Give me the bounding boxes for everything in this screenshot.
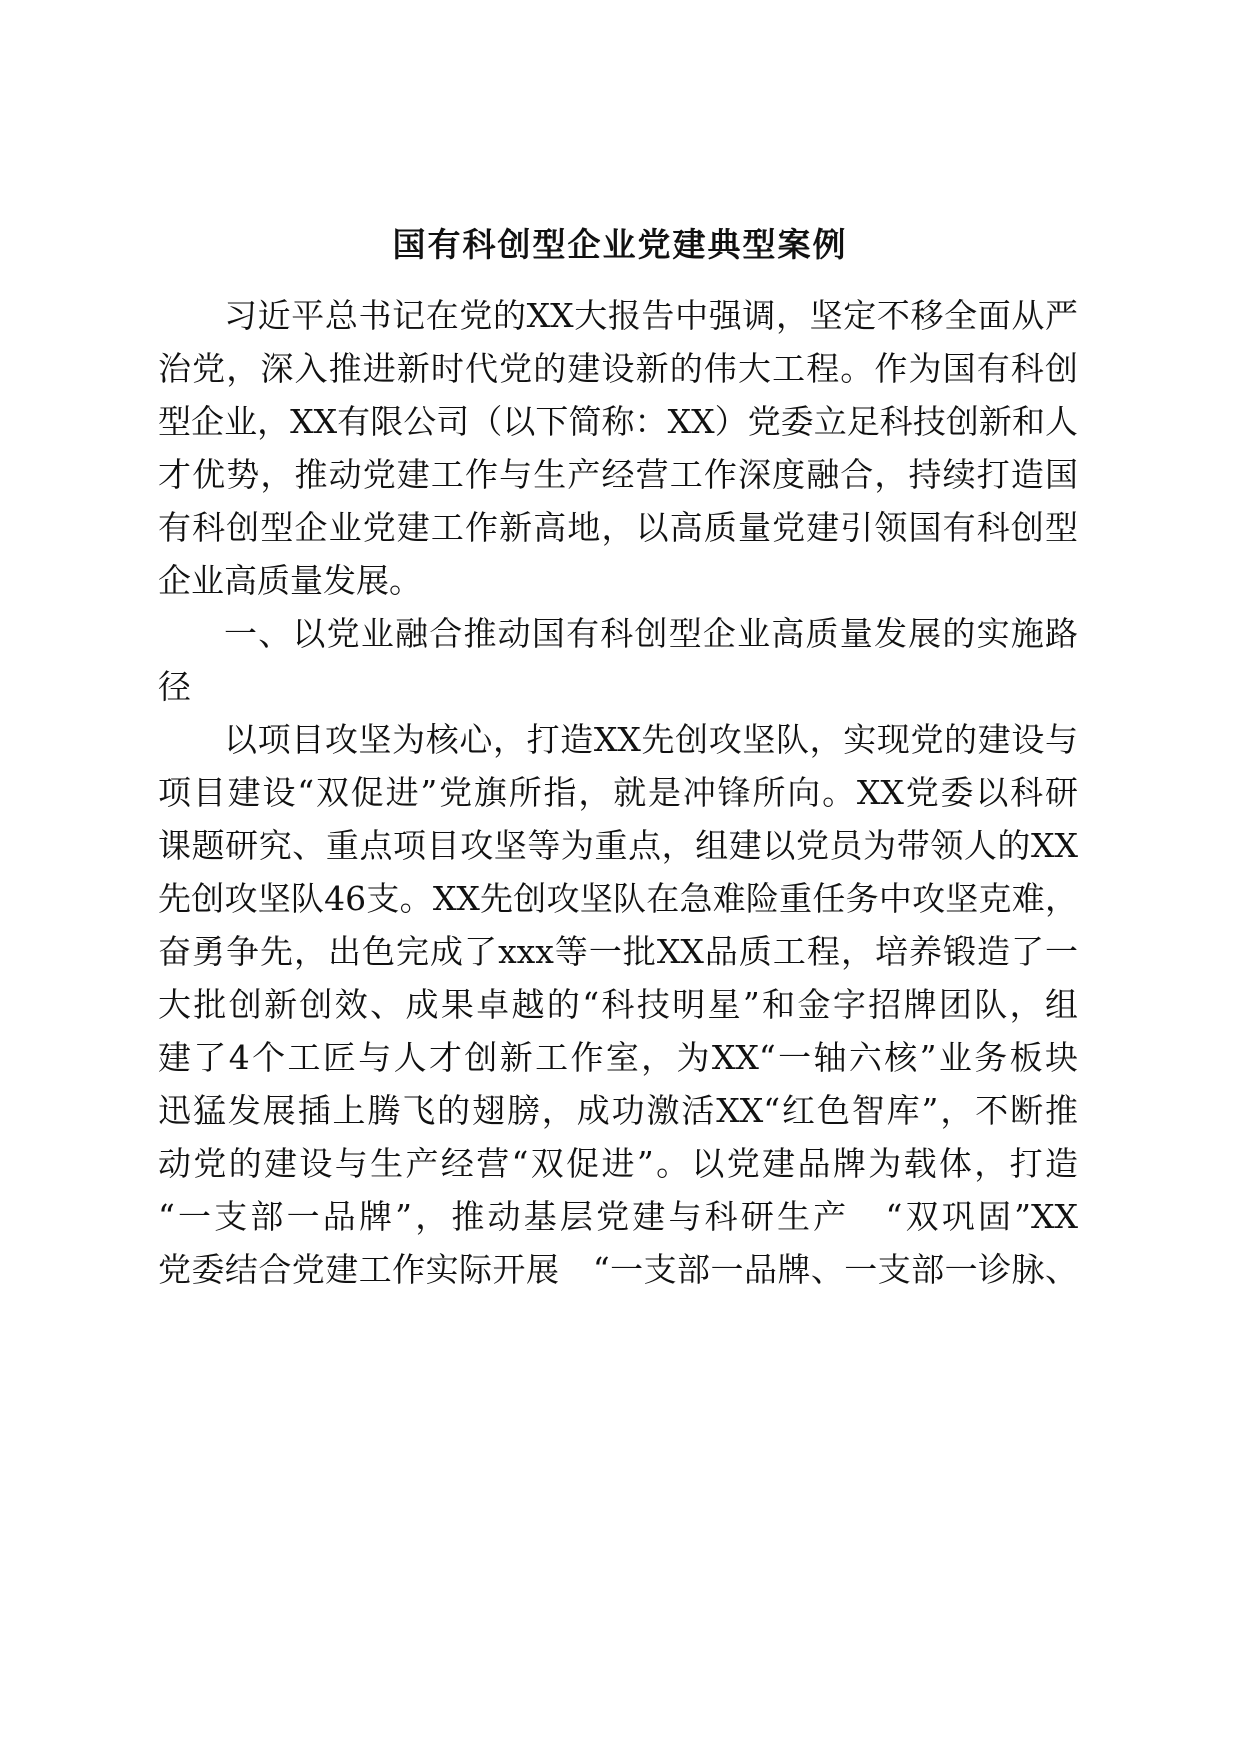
- paragraph-line: 党委结合党建工作实际开展 “一支部一品牌、一支部一诊脉、: [158, 1250, 1078, 1289]
- paragraph-line: 动党的建设与生产经营“双促进”。以党建品牌为载体，打造: [158, 1144, 1078, 1183]
- paragraph-line: 习近平总书记在党的XX大报告中强调，坚定不移全面从严: [224, 296, 1078, 335]
- document-title: 国有科创型企业党建典型案例: [392, 225, 848, 264]
- paragraph-line: 先创攻坚队46支。XX先创攻坚队在急难险重任务中攻坚克难，: [158, 879, 1078, 918]
- paragraph-line: 奋勇争先，出色完成了xxx等一批XX品质工程，培养锻造了一: [158, 932, 1078, 971]
- section-heading-line: 一、以党业融合推动国有科创型企业高质量发展的实施路: [224, 614, 1078, 653]
- paragraph-line: 课题研究、重点项目攻坚等为重点，组建以党员为带领人的XX: [158, 826, 1078, 865]
- paragraph-line: “一支部一品牌”，推动基层党建与科研生产 “双巩固”XX: [158, 1197, 1078, 1236]
- paragraph-line: 有科创型企业党建工作新高地，以高质量党建引领国有科创型: [158, 508, 1078, 547]
- paragraph-line: 迅猛发展插上腾飞的翅膀，成功激活XX“红色智库”，不断推: [158, 1091, 1078, 1130]
- paragraph-line: 以项目攻坚为核心，打造XX先创攻坚队，实现党的建设与: [224, 720, 1078, 759]
- paragraph-line: 型企业，XX有限公司（以下简称：XX）党委立足科技创新和人: [158, 402, 1078, 441]
- paragraph-line: 项目建设“双促进”党旗所指，就是冲锋所向。XX党委以科研: [158, 773, 1078, 812]
- section-heading-line: 径: [158, 667, 191, 706]
- paragraph-line: 企业高质量发展。: [158, 561, 422, 600]
- paragraph-line: 治党，深入推进新时代党的建设新的伟大工程。作为国有科创: [158, 349, 1078, 388]
- paragraph-line: 才优势，推动党建工作与生产经营工作深度融合，持续打造国: [158, 455, 1078, 494]
- paragraph-line: 建了4个工匠与人才创新工作室，为XX“一轴六核”业务板块: [158, 1038, 1078, 1077]
- paragraph-line: 大批创新创效、成果卓越的“科技明星”和金字招牌团队，组: [158, 985, 1078, 1024]
